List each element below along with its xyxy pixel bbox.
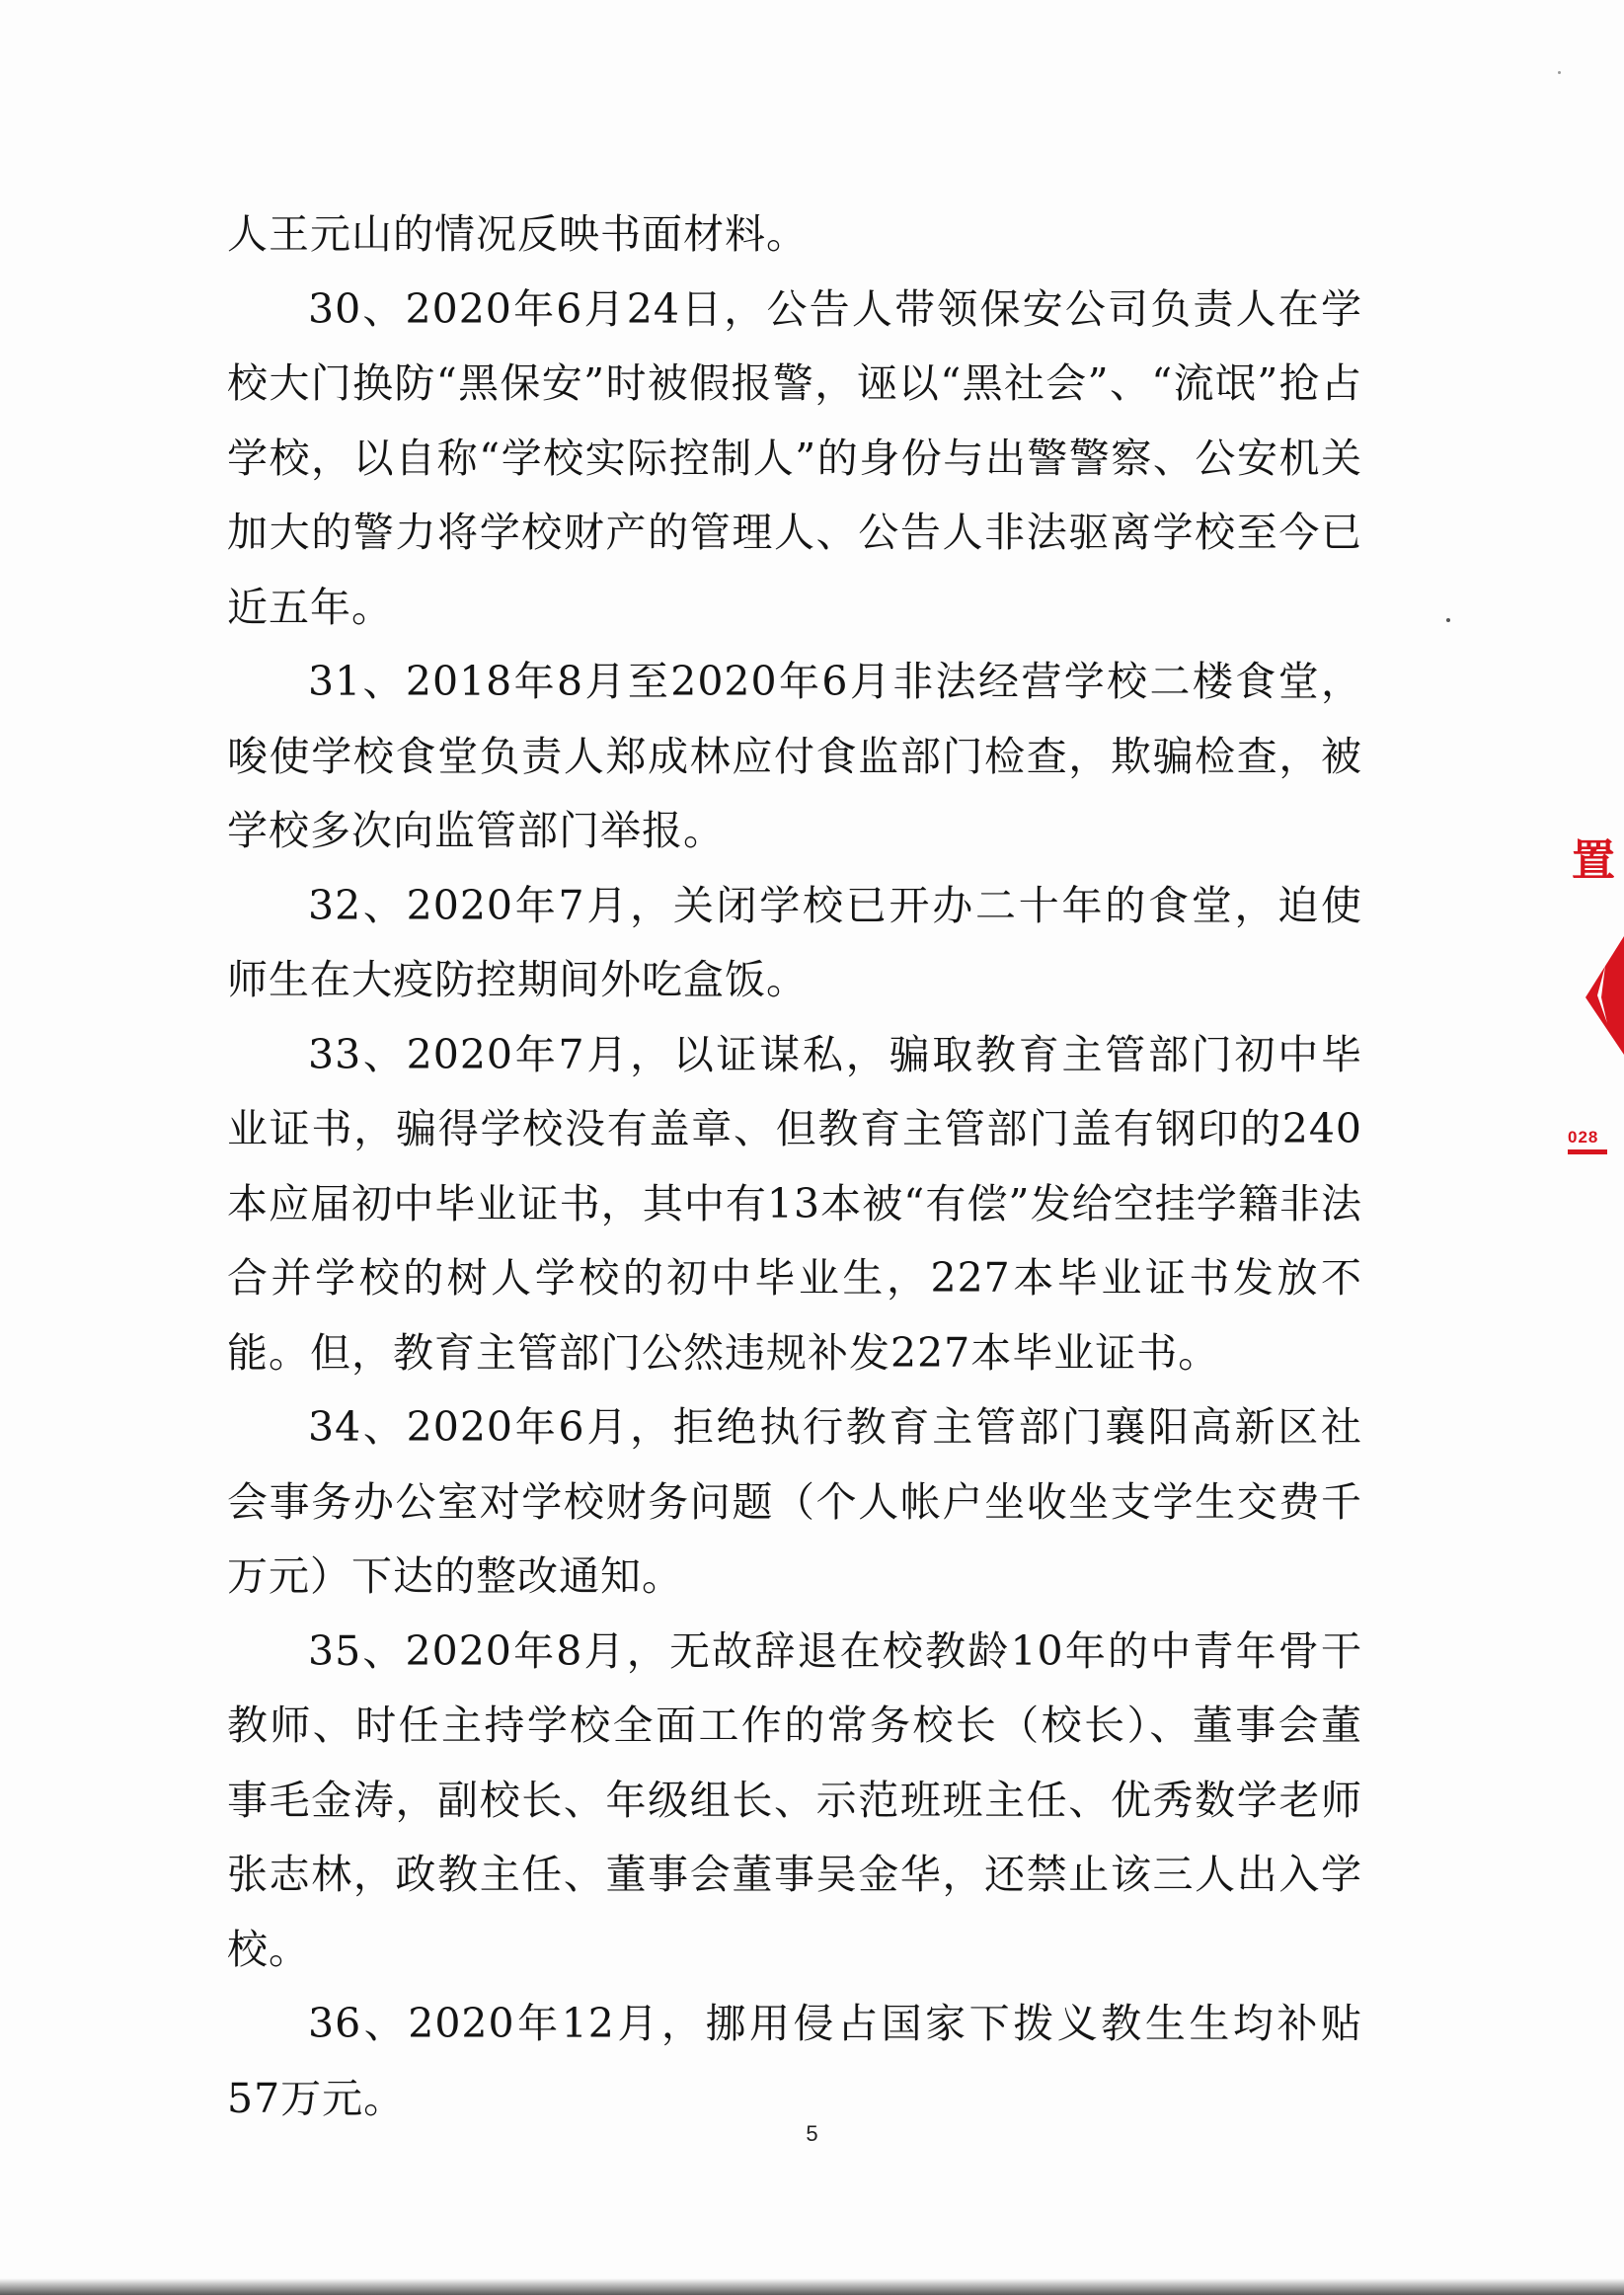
document-body (227, 198, 1362, 2136)
paragraph-item-34: 34、2020年6月，拒绝执行教育主管部门襄阳高新区社会事务办公室对学校财务问题（个人帐户坐收坐支学生交费千万元）下达的整改通知。 (227, 1403, 1362, 1600)
stamp-bar (1568, 1149, 1607, 1154)
paragraph-item-36: 36、2020年12月，挪用侵占国家下拨义教生生均补贴57万元。 (227, 2000, 1362, 2122)
paragraph-item-31: 31、2018年8月至2020年6月非法经营学校二楼食堂，唆使学校食堂负责人郑成林应付食监部门检查，欺骗检查，被学校多次向监管部门举报。 (227, 658, 1362, 854)
page-number: 5 (806, 2121, 818, 2146)
stamp-glyph: 置 (1572, 835, 1615, 886)
scan-bottom-edge (0, 2278, 1624, 2295)
seal-stamp-fragment (1568, 828, 1624, 1163)
stamp-arrow-mark (1568, 936, 1624, 1055)
paragraph-item-35: 35、2020年8月，无故辞退在校教龄10年的中青年骨干教师、时任主持学校全面工作的常务校长（校长）、董事会董事毛金涛，副校长、年级组长、示范班班主任、优秀数学老师张志林，政教主任、董事会董事吴金华，还禁止该三人出入学校。 (227, 1626, 1362, 1973)
stamp-number: 028 (1568, 1128, 1599, 1147)
scan-speck (1558, 71, 1561, 74)
paragraph-item-32: 32、2020年7月，关闭学校已开办二十年的食堂，迫使师生在大疫防控期间外吃盒饭。 (227, 881, 1362, 1003)
paragraph-item-30: 30、2020年6月24日，公告人带领保安公司负责人在学校大门换防“黑保安”时被假报警，诬以“黑社会”、“流氓”抢占学校，以自称“学校实际控制人”的身份与出警警察、公安机关加大的警力将学校财产的管理人、公告人非法驱离学校至今已近五年。 (227, 284, 1362, 631)
paragraph-item-33: 33、2020年7月，以证谋私，骗取教育主管部门初中毕业证书，骗得学校没有盖章、但教育主管部门盖有钢印的240本应届初中毕业证书，其中有13本被“有偿”发给空挂学籍非法合并学校的树人学校的初中毕业生，227本毕业证书发放不能。但，教育主管部门公然违规补发227本毕业证书。 (227, 1030, 1362, 1377)
scan-speck (1446, 618, 1450, 622)
paragraph-continuation: 人王元山的情况反映书面材料。 (227, 210, 808, 258)
